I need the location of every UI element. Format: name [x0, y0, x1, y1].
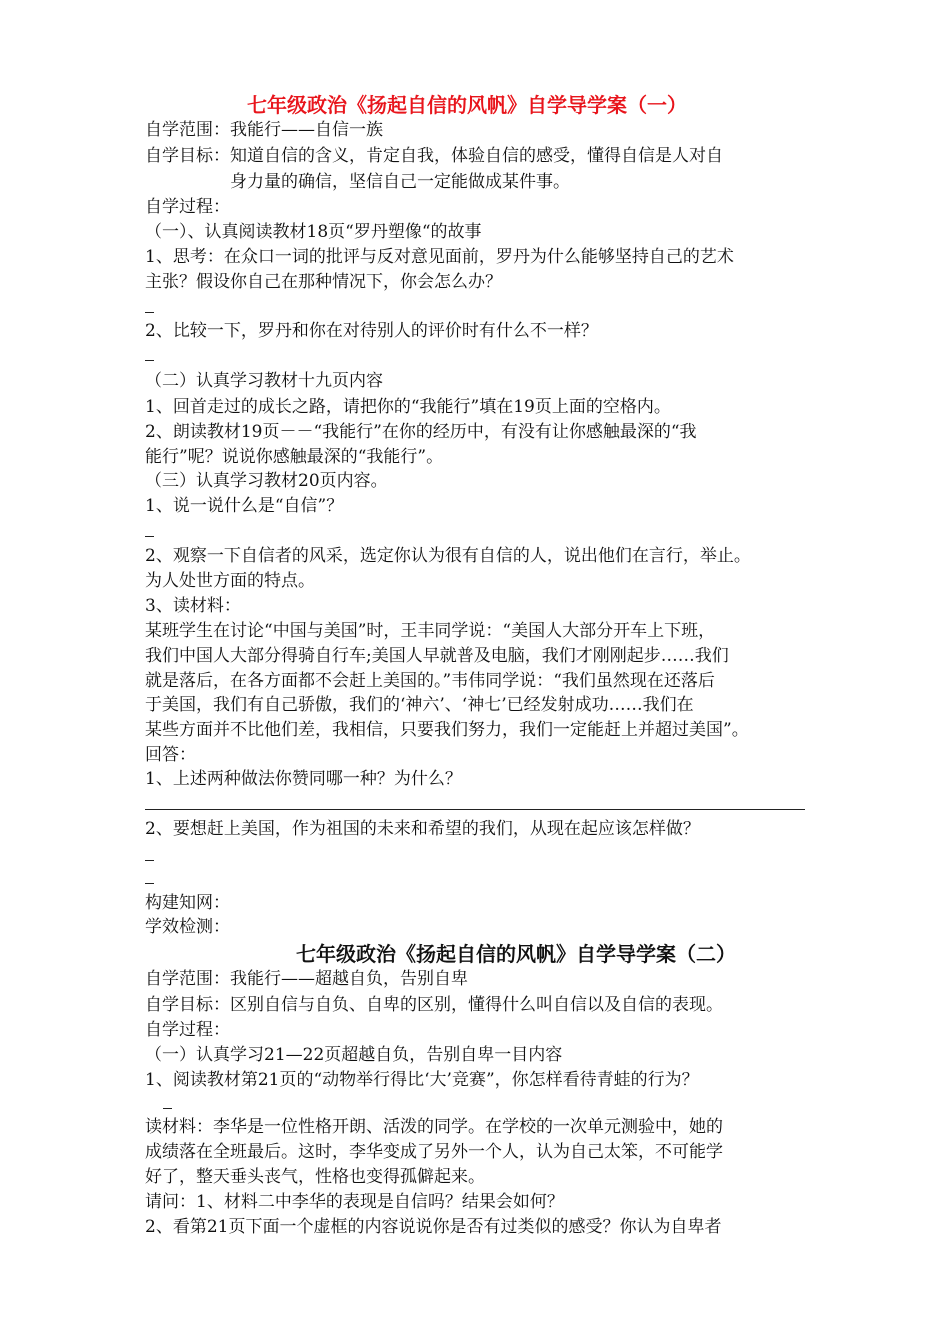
study-process-2: 自学过程： [145, 1020, 230, 1040]
material-heading: 3、读材料： [145, 596, 241, 616]
material-text-line: 我们中国人大部分得骑自行车;美国人早就普及电脑，我们才刚刚起步……我们 [145, 646, 729, 666]
question-observe-cont: 为人处世方面的特点。 [145, 571, 315, 591]
study-scope-1: 自学范围：我能行——自信一族 [145, 120, 383, 140]
question-observe: 2、观察一下自信者的风采，选定你认为很有自信的人，说出他们在言行，举止。 [145, 546, 751, 566]
question-feeling: 2、看第21页下面一个虚框的内容说说你是否有过类似的感受？你认为自卑者 [145, 1217, 722, 1237]
answer-blank [145, 312, 154, 313]
material-text-line: 某班学生在讨论“中国与美国”时，王丰同学说：“美国人大部分开车上下班， [145, 621, 716, 641]
study-process-1: 自学过程： [145, 197, 230, 217]
question-think-cont: 主张？假设你自己在那种情况下，你会怎么办？ [145, 272, 502, 292]
effect-check: 学效检测： [145, 917, 230, 937]
answer-heading: 回答： [145, 745, 196, 765]
question-confidence: 1、说一说什么是“自信”？ [145, 496, 344, 516]
question-think: 1、思考：在众口一词的批评与反对意见面前，罗丹为什么能够坚持自己的艺术 [145, 247, 734, 267]
material-text-line: 就是落后，在各方面都不会赶上美国的。”韦伟同学说：“我们虽然现在还落后 [145, 671, 715, 691]
part-2-heading: （二）认真学习教材十九页内容 [145, 371, 383, 391]
study-scope-2: 自学范围：我能行——超越自负，告别自卑 [145, 969, 468, 989]
part-3-heading: （三）认真学习教材20页内容。 [145, 471, 388, 491]
section2-title: 七年级政治《扬起自信的风帆》自学导学案（二） [296, 942, 736, 966]
section1-title: 七年级政治《扬起自信的风帆》自学导学案（一） [247, 93, 687, 117]
material-2-line: 好了，整天垂头丧气，性格也变得孤僻起来。 [145, 1167, 485, 1187]
answer-blank [145, 883, 154, 884]
question-lihua: 请问：1、材料二中李华的表现是自信吗？结果会如何？ [145, 1192, 564, 1212]
material-text-line: 于美国，我们有自己骄傲，我们的‘神六’、‘神七’已经发射成功……我们在 [145, 695, 694, 715]
study-goal-2: 自学目标：区别自信与自负、自卑的区别，懂得什么叫自信以及自信的表现。 [145, 995, 723, 1015]
question-read: 2、朗读教材19页－－“我能行”在你的经历中，有没有让你感触最深的“我 [145, 422, 697, 442]
question-read-cont: 能行”呢？说说你感触最深的“我能行”。 [145, 447, 444, 467]
part-1-heading: （一）、认真阅读教材18页“罗丹塑像“的故事 [145, 222, 482, 242]
answer-question-1: 1、上述两种做法你赞同哪一种？为什么？ [145, 769, 462, 789]
question-growth: 1、回首走过的成长之路，请把你的“我能行”填在19页上面的空格内。 [145, 397, 671, 417]
answer-blank [145, 536, 154, 537]
part-1-heading-2: （一）认真学习21—22页超越自负，告别自卑一目内容 [145, 1045, 563, 1065]
material-2-line: 成绩落在全班最后。这时，李华变成了另外一个人，认为自己太笨，不可能学 [145, 1142, 723, 1162]
knowledge-network: 构建知网： [145, 893, 230, 913]
answer-blank [145, 860, 154, 861]
study-goal-1: 自学目标：知道自信的含义，肯定自我，体验自信的感受，懂得自信是人对自 [145, 146, 723, 166]
answer-blank [163, 1108, 172, 1109]
answer-question-2: 2、要想赶上美国，作为祖国的未来和希望的我们，从现在起应该怎样做？ [145, 819, 700, 839]
material-text-line: 某些方面并不比他们差，我相信，只要我们努力，我们一定能赶上并超过美国”。 [145, 720, 749, 740]
question-compare: 2、比较一下，罗丹和你在对待别人的评价时有什么不一样？ [145, 321, 598, 341]
study-goal-1-cont: 身力量的确信，坚信自己一定能做成某件事。 [230, 172, 570, 192]
answer-blank [145, 360, 154, 361]
answer-line [145, 809, 805, 810]
material-2-line: 读材料：李华是一位性格开朗、活泼的同学。在学校的一次单元测验中，她的 [145, 1117, 723, 1137]
question-frog: 1、阅读教材第21页的“动物举行得比‘大’竞赛”，你怎样看待青蛙的行为？ [145, 1070, 699, 1090]
